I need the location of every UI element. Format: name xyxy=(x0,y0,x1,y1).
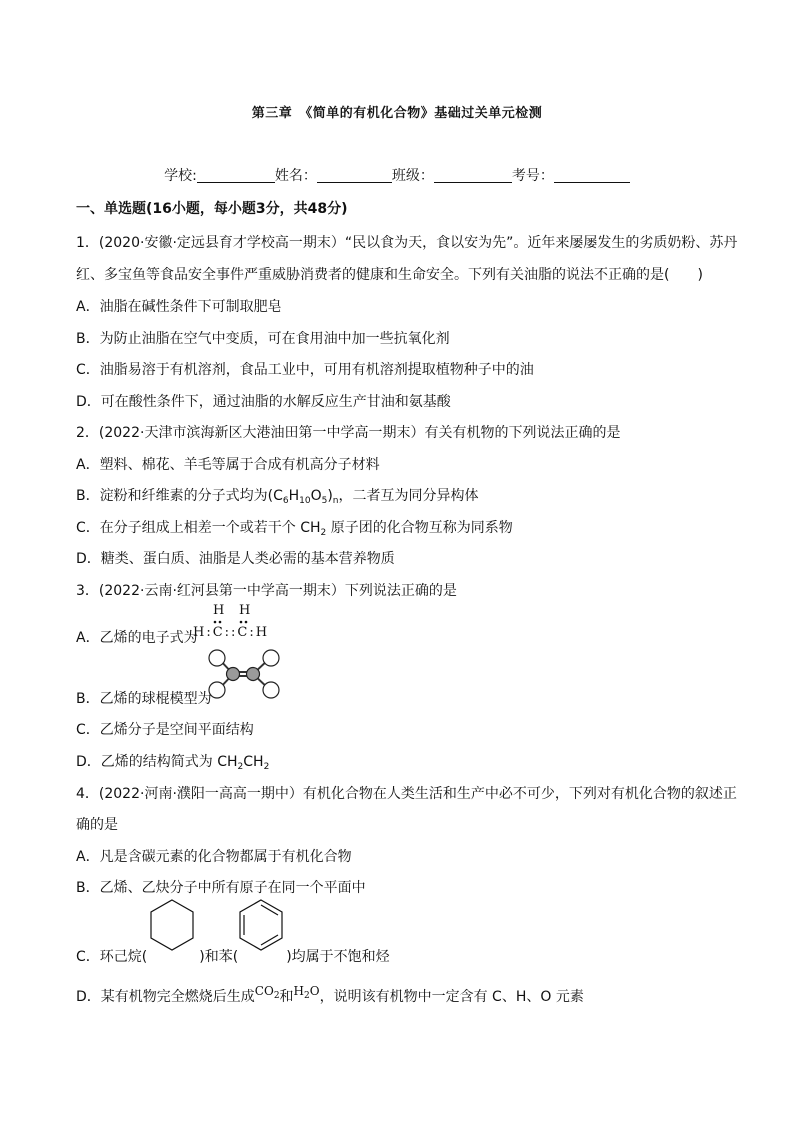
school-blank xyxy=(197,168,275,183)
subscript: 2 xyxy=(237,762,244,772)
subscript: n xyxy=(332,496,339,506)
q4-d-and: 和 xyxy=(279,989,294,1005)
q1-stem-line1: 1．(2020·安徽·定远县育才学校高一期末）“民以食为天，食以安为先”。近年来屡屡发生的劣质奶粉、苏丹 xyxy=(76,235,738,251)
formula-main-row: H:C::C:H xyxy=(193,625,270,640)
class-blank xyxy=(434,168,512,183)
h2o-o: O xyxy=(309,984,320,998)
number-blank xyxy=(554,168,630,183)
formula-h-top-right: H xyxy=(239,603,251,618)
q4-c-text: C．环己烷( xyxy=(76,949,148,965)
q4-option-b: B．乙烯、乙炔分子中所有原子在同一个平面中 xyxy=(76,880,366,896)
q2-stem: 2．(2022·天津市滨海新区大港油田第一中学高一期末）有关有机物的下列说法正确的是 xyxy=(76,425,621,441)
subscript: 5 xyxy=(321,496,328,506)
q2-b-text: B．淀粉和纤维素的分子式均为(C xyxy=(76,488,283,504)
q4-d-text: D．某有机物完全燃烧后生成 xyxy=(76,989,255,1005)
q4-option-a: A．凡是含碳元素的化合物都属于有机化合物 xyxy=(76,849,352,865)
page-title: 第三章 《简单的有机化合物》基础过关单元检测 xyxy=(251,106,543,121)
co2-text: CO xyxy=(254,984,274,998)
q4-stem-line2: 确的是 xyxy=(76,817,118,833)
subscript: 6 xyxy=(282,496,289,506)
q4-option-c xyxy=(76,946,390,966)
number-label: 考号： xyxy=(511,168,554,184)
q2-c-text: C．在分子组成上相差一个或若干个 CH xyxy=(76,520,321,536)
q1-option-a: A．油脂在碱性条件下可制取肥皂 xyxy=(76,299,282,315)
q1-option-c: C．油脂易溶于有机溶剂，食品工业中，可用有机溶剂提取植物种子中的油 xyxy=(76,362,534,378)
student-info-row xyxy=(0,165,794,185)
q2-b-h: H xyxy=(288,488,300,504)
q1-option-b: B．为防止油脂在空气中变质，可在食用油中加一些抗氧化剂 xyxy=(76,331,450,347)
class-label: 班级： xyxy=(391,168,434,184)
q3-option-c: C．乙烯分子是空间平面结构 xyxy=(76,722,254,738)
q2-b-o: O xyxy=(310,488,322,504)
q3-option-d xyxy=(76,751,269,772)
formula-h-top-left: H xyxy=(213,603,225,618)
q2-option-c xyxy=(76,517,513,538)
ethylene-electron-formula xyxy=(193,603,277,643)
ethylene-ball-stick-model xyxy=(203,648,285,700)
q4-d-text-end: ，说明该有机物中一定含有 C、H、O 元素 xyxy=(319,989,584,1005)
h2o-formula xyxy=(293,984,320,1001)
subscript: 2 xyxy=(320,528,327,538)
name-blank xyxy=(317,168,392,183)
school-label: 学校: xyxy=(164,168,197,184)
subscript: 2 xyxy=(273,991,280,1001)
q3-d-ch: CH xyxy=(243,754,264,770)
q1-stem-line2: 红、多宝鱼等食品安全事件严重威胁消费者的健康和生命安全。下列有关油脂的说法不正确的是( ) xyxy=(76,267,703,283)
name-label: 姓名： xyxy=(274,168,317,184)
co2-formula xyxy=(254,984,280,1001)
q3-a-text: A．乙烯的电子式为 xyxy=(76,630,198,646)
q3-option-b: B．乙烯的球棍模型为 xyxy=(76,691,212,707)
q4-stem-line1: 4．(2022·河南·濮阳一高高一期中）有机化合物在人类生活和生产中必不可少，下列对有机化合物的叙述正 xyxy=(76,786,737,802)
subscript: 2 xyxy=(304,991,310,1001)
q2-b-paren: ) xyxy=(327,488,333,504)
q4-c-text-end: )均属于不饱和烃 xyxy=(286,949,390,965)
q2-option-b xyxy=(76,485,479,506)
q3-stem: 3．(2022·云南·红河县第一中学高一期末）下列说法正确的是 xyxy=(76,583,457,599)
q2-option-d: D．糖类、蛋白质、油脂是人类必需的基本营养物质 xyxy=(76,551,395,567)
h2o-h: H xyxy=(293,984,305,998)
q3-option-a xyxy=(76,627,198,647)
q2-b-text-end: ，二者互为同分异构体 xyxy=(338,488,479,504)
section-heading: 一、单选题(16小题，每小题3分，共48分) xyxy=(76,201,348,217)
subscript: 2 xyxy=(263,762,270,772)
q2-option-a: A．塑料、棉花、羊毛等属于合成有机高分子材料 xyxy=(76,457,380,473)
subscript: 10 xyxy=(299,496,311,506)
q2-c-text-end: 原子团的化合物互称为同系物 xyxy=(326,520,513,536)
q4-option-d xyxy=(76,984,584,1006)
q4-c-text-mid: )和苯( xyxy=(199,949,239,965)
q1-option-d: D．可在酸性条件下，通过油脂的水解反应生产甘油和氨基酸 xyxy=(76,394,451,410)
q3-d-text: D．乙烯的结构简式为 CH xyxy=(76,754,238,770)
